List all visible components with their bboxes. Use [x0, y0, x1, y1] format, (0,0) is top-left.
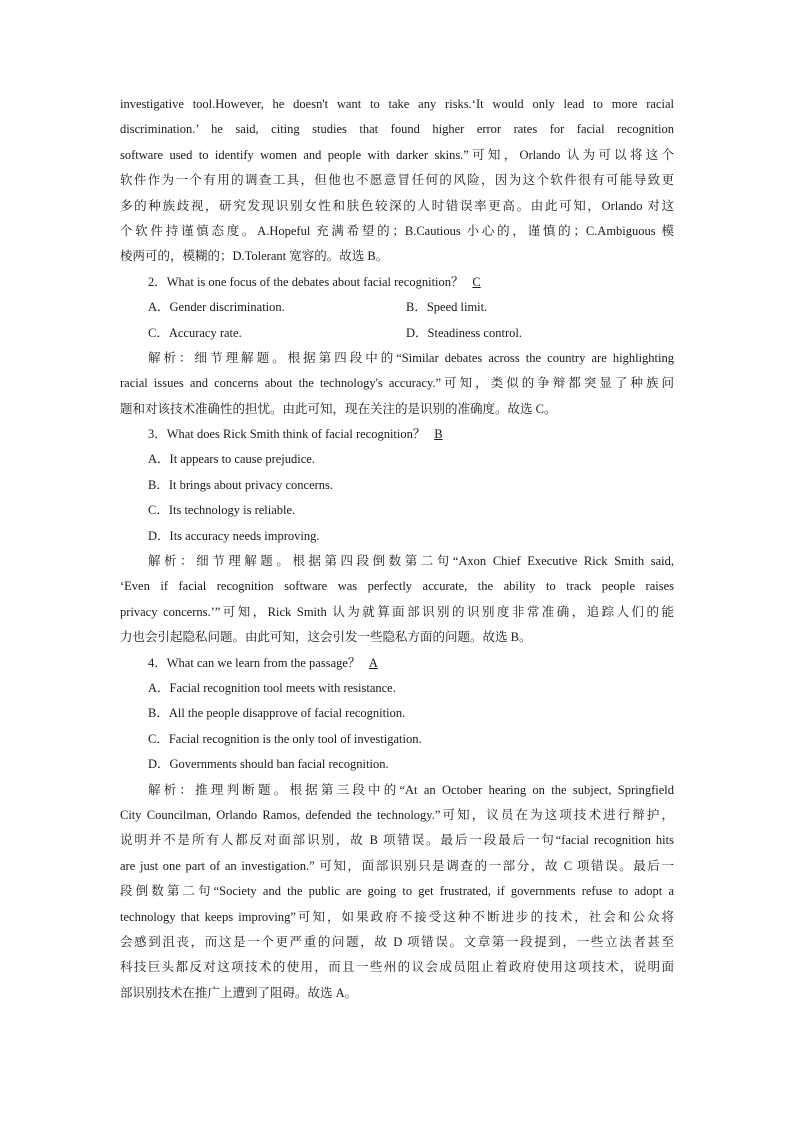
explanation-line: 说明并不是所有人都反对面部识别，故 B 项错误。最后一段最后一句“facial recognition hits: [120, 833, 674, 848]
question-text: 4．What can we learn from the passage？: [148, 655, 361, 670]
option-d: D．Steadiness control.: [406, 325, 522, 340]
explanation-line: 多的种族歧视，研究发现识别女性和肤色较深的人时错误率更高。由此可知，Orlando 对这: [120, 198, 674, 213]
question-text: 3．What does Rick Smith think of facial recognition？: [148, 427, 426, 442]
option-b: B．It brings about privacy concerns.: [148, 477, 334, 492]
option-b: B．All the people disapprove of facial recognition.: [148, 706, 406, 721]
options-row: [120, 321, 674, 346]
explanation-line: 棱两可的，模糊的；D.Tolerant 宽容的。故选 B。: [120, 249, 389, 264]
option-d: D．Its accuracy needs improving.: [148, 528, 320, 543]
explanation-line: City Councilman, Orlando Ramos, defended the technology.”可知，议员在为这项技术进行辩护，: [120, 807, 674, 822]
explanation-line: 解析：细节理解题。根据第四段中的“Similar debates across the country are highlighting: [148, 350, 674, 365]
option-a: A．Facial recognition tool meets with resistance.: [148, 680, 396, 695]
answer-blank: C: [472, 274, 481, 289]
explanation-line: discrimination.’ he said, citing studies that found higher error rates for facial recognition: [120, 122, 674, 137]
question-3: [120, 422, 674, 447]
question-2: [120, 270, 674, 295]
explanation-line: 力也会引起隐私问题。由此可知，这会引发一些隐私方面的问题。故选 B。: [120, 630, 532, 645]
option-c: C．Accuracy rate.: [148, 325, 242, 340]
option-a: A．Gender discrimination.: [148, 300, 285, 315]
answer-blank: A: [368, 655, 378, 670]
explanation-line: 解析：细节理解题。根据第四段倒数第二句“Axon Chief Executive Rick Smith said,: [148, 554, 674, 569]
explanation-line: 个软件持谨慎态度。A.Hopeful 充满希望的；B.Cautious 小心的，谨慎的；C.Ambiguous 模: [120, 223, 674, 238]
explanation-line: 解析：推理判断题。根据第三段中的“At an October hearing on the subject, Springfield: [148, 782, 674, 797]
answer-blank: B: [434, 427, 443, 442]
option-c: C．Its technology is reliable.: [148, 503, 296, 518]
question-text: 2．What is one focus of the debates about facial recognition？: [148, 274, 464, 289]
explanation-line: 部识别技术在推广上遭到了阻碍。故选 A。: [120, 985, 358, 1000]
explanation-line: privacy concerns.’”可知，Rick Smith 认为就算面部识别的识别度非常准确，追踪人们的能: [120, 604, 674, 619]
explanation-line: 段倒数第二句“Society and the public are going to get frustrated, if governments refuse to adopt a: [120, 884, 674, 899]
explanation-line: 软件作为一个有用的调查工具，但他也不愿意冒任何的风险，因为这个软件很有可能导致更: [120, 173, 674, 188]
option-a: A．It appears to cause prejudice.: [148, 452, 315, 467]
explanation-line: technology that keeps improving”可知，如果政府不接受这种不断进步的技术，社会和公众将: [120, 909, 674, 924]
explanation-line: software used to identify women and people with darker skins.”可知，Orlando 认为可以将这个: [120, 147, 674, 162]
question-4: [120, 651, 674, 676]
option-c: C．Facial recognition is the only tool of investigation.: [148, 731, 422, 746]
explanation-line: racial issues and concerns about the technology's accuracy.”可知，类似的争辩都突显了种族问: [120, 376, 674, 391]
explanation-line: 会感到沮丧，而这是一个更严重的问题，故 D 项错误。文章第一段提到，一些立法者甚至: [120, 934, 674, 949]
option-b: B．Speed limit.: [406, 300, 488, 315]
document-page: [120, 92, 674, 1006]
explanation-line: 题和对该技术准确性的担忧。由此可知，现在关注的是识别的准确度。故选 C。: [120, 401, 557, 416]
explanation-line: are just one part of an investigation.” 可知，面部识别只是调查的一部分，故 C 项错误。最后一: [120, 858, 674, 873]
explanation-line: ‘Even if facial recognition software was perfectly accurate, the ability to track people raises: [120, 579, 674, 594]
explanation-line: 科技巨头都反对这项技术的使用，而且一些州的议会成员阻止着政府使用这项技术，说明面: [120, 960, 674, 975]
options-row: [120, 295, 674, 320]
option-d: D．Governments should ban facial recognition.: [148, 757, 389, 772]
explanation-line: investigative tool.However, he doesn't want to take any risks.‘It would only lead to more racial: [120, 97, 674, 111]
